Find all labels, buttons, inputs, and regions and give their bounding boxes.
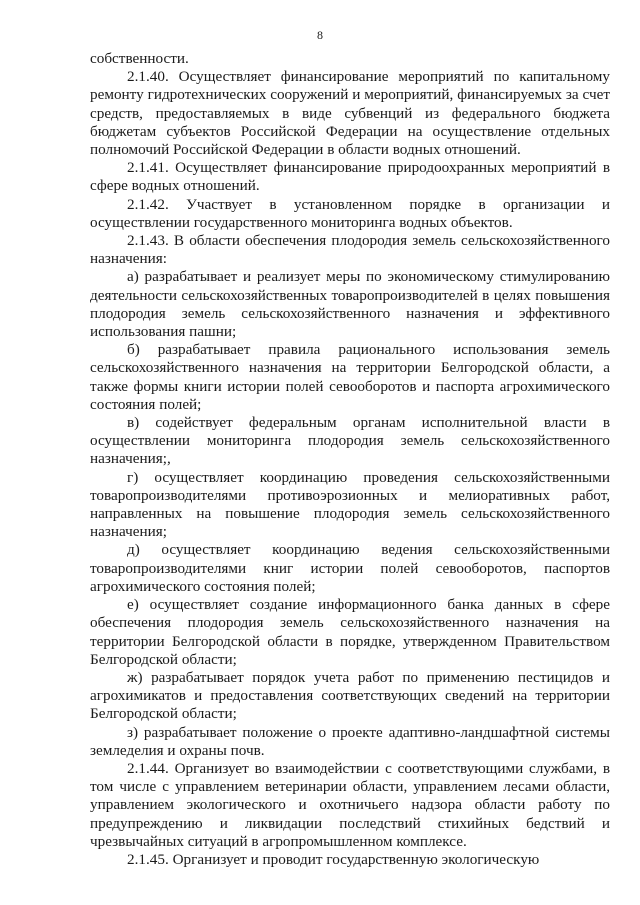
list-item-e: е) осуществляет создание информационного банка данных в сфере обеспечения плодородия земель сельскохозяйственного назначения на территории Белгородской области в порядке, утвержденном Правительством Белгородской области; (90, 596, 610, 668)
list-item-b: б) разрабатывает правила рационального использования земель сельскохозяйственного назначения на территории Белгородской области, а также формы книги истории полей севооборотов и паспорта агрохимического состояния полей; (90, 341, 610, 413)
list-item-z: з) разрабатывает положение о проекте адаптивно-ландшафтной системы земледелия и охраны почв. (90, 723, 610, 759)
paragraph-2-1-42: 2.1.42. Участвует в установленном порядке в организации и осуществлении государственного мониторинга водных объектов. (90, 195, 610, 231)
paragraph-2-1-40: 2.1.40. Осуществляет финансирование мероприятий по капитальному ремонту гидротехнических сооружений и мероприятий, финансируемых за счет средств, предоставляемых в виде субвенций из федерального бюджета бюджетам субъектов Российской Федерации на осуществление отдельных полномочий Российской Федерации в области водных отношений. (90, 68, 610, 159)
paragraph-continuation: собственности. (90, 50, 189, 67)
list-item-g: г) осуществляет координацию проведения сельскохозяйственными товаропроизводителями противоэрозионных и мелиоративных работ, направленных на повышение плодородия земель сельскохозяйственного назначения; (90, 468, 610, 541)
paragraph-2-1-43: 2.1.43. В области обеспечения плодородия земель сельскохозяйственного назначения: (90, 232, 610, 268)
page-number: 8 (317, 28, 323, 42)
list-item-a: а) разрабатывает и реализует меры по экономическому стимулированию деятельности сельскохозяйственных товаропроизводителей в целях повышения плодородия земель сельскохозяйственного назначения и эффективного использования пашни; (90, 268, 610, 341)
paragraph-2-1-45: 2.1.45. Организует и проводит государственную экологическую (127, 850, 540, 868)
list-item-d: д) осуществляет координацию ведения сельскохозяйственными товаропроизводителями книг истории полей севооборотов, паспортов агрохимического состояния полей; (90, 541, 610, 595)
paragraph-2-1-44: 2.1.44. Организует во взаимодействии с соответствующими службами, в том числе с управлением ветеринарии области, управлением лесами области, управлением экологического и охотничьего надзора области работу по предупреждению и ликвидации последствий стихийных бедствий и чрезвычайных ситуаций в агропромышленном комплексе. (90, 759, 610, 850)
list-item-v: в) содействует федеральным органам исполнительной власти в осуществлении мониторинга плодородия земель сельскохозяйственного назначения;, (90, 414, 610, 468)
list-item-zh: ж) разрабатывает порядок учета работ по применению пестицидов и агрохимикатов и предоставления соответствующих сведений на территории Белгородской области; (90, 668, 610, 723)
paragraph-2-1-41: 2.1.41. Осуществляет финансирование природоохранных мероприятий в сфере водных отношений. (90, 159, 610, 195)
document-body (90, 50, 610, 869)
